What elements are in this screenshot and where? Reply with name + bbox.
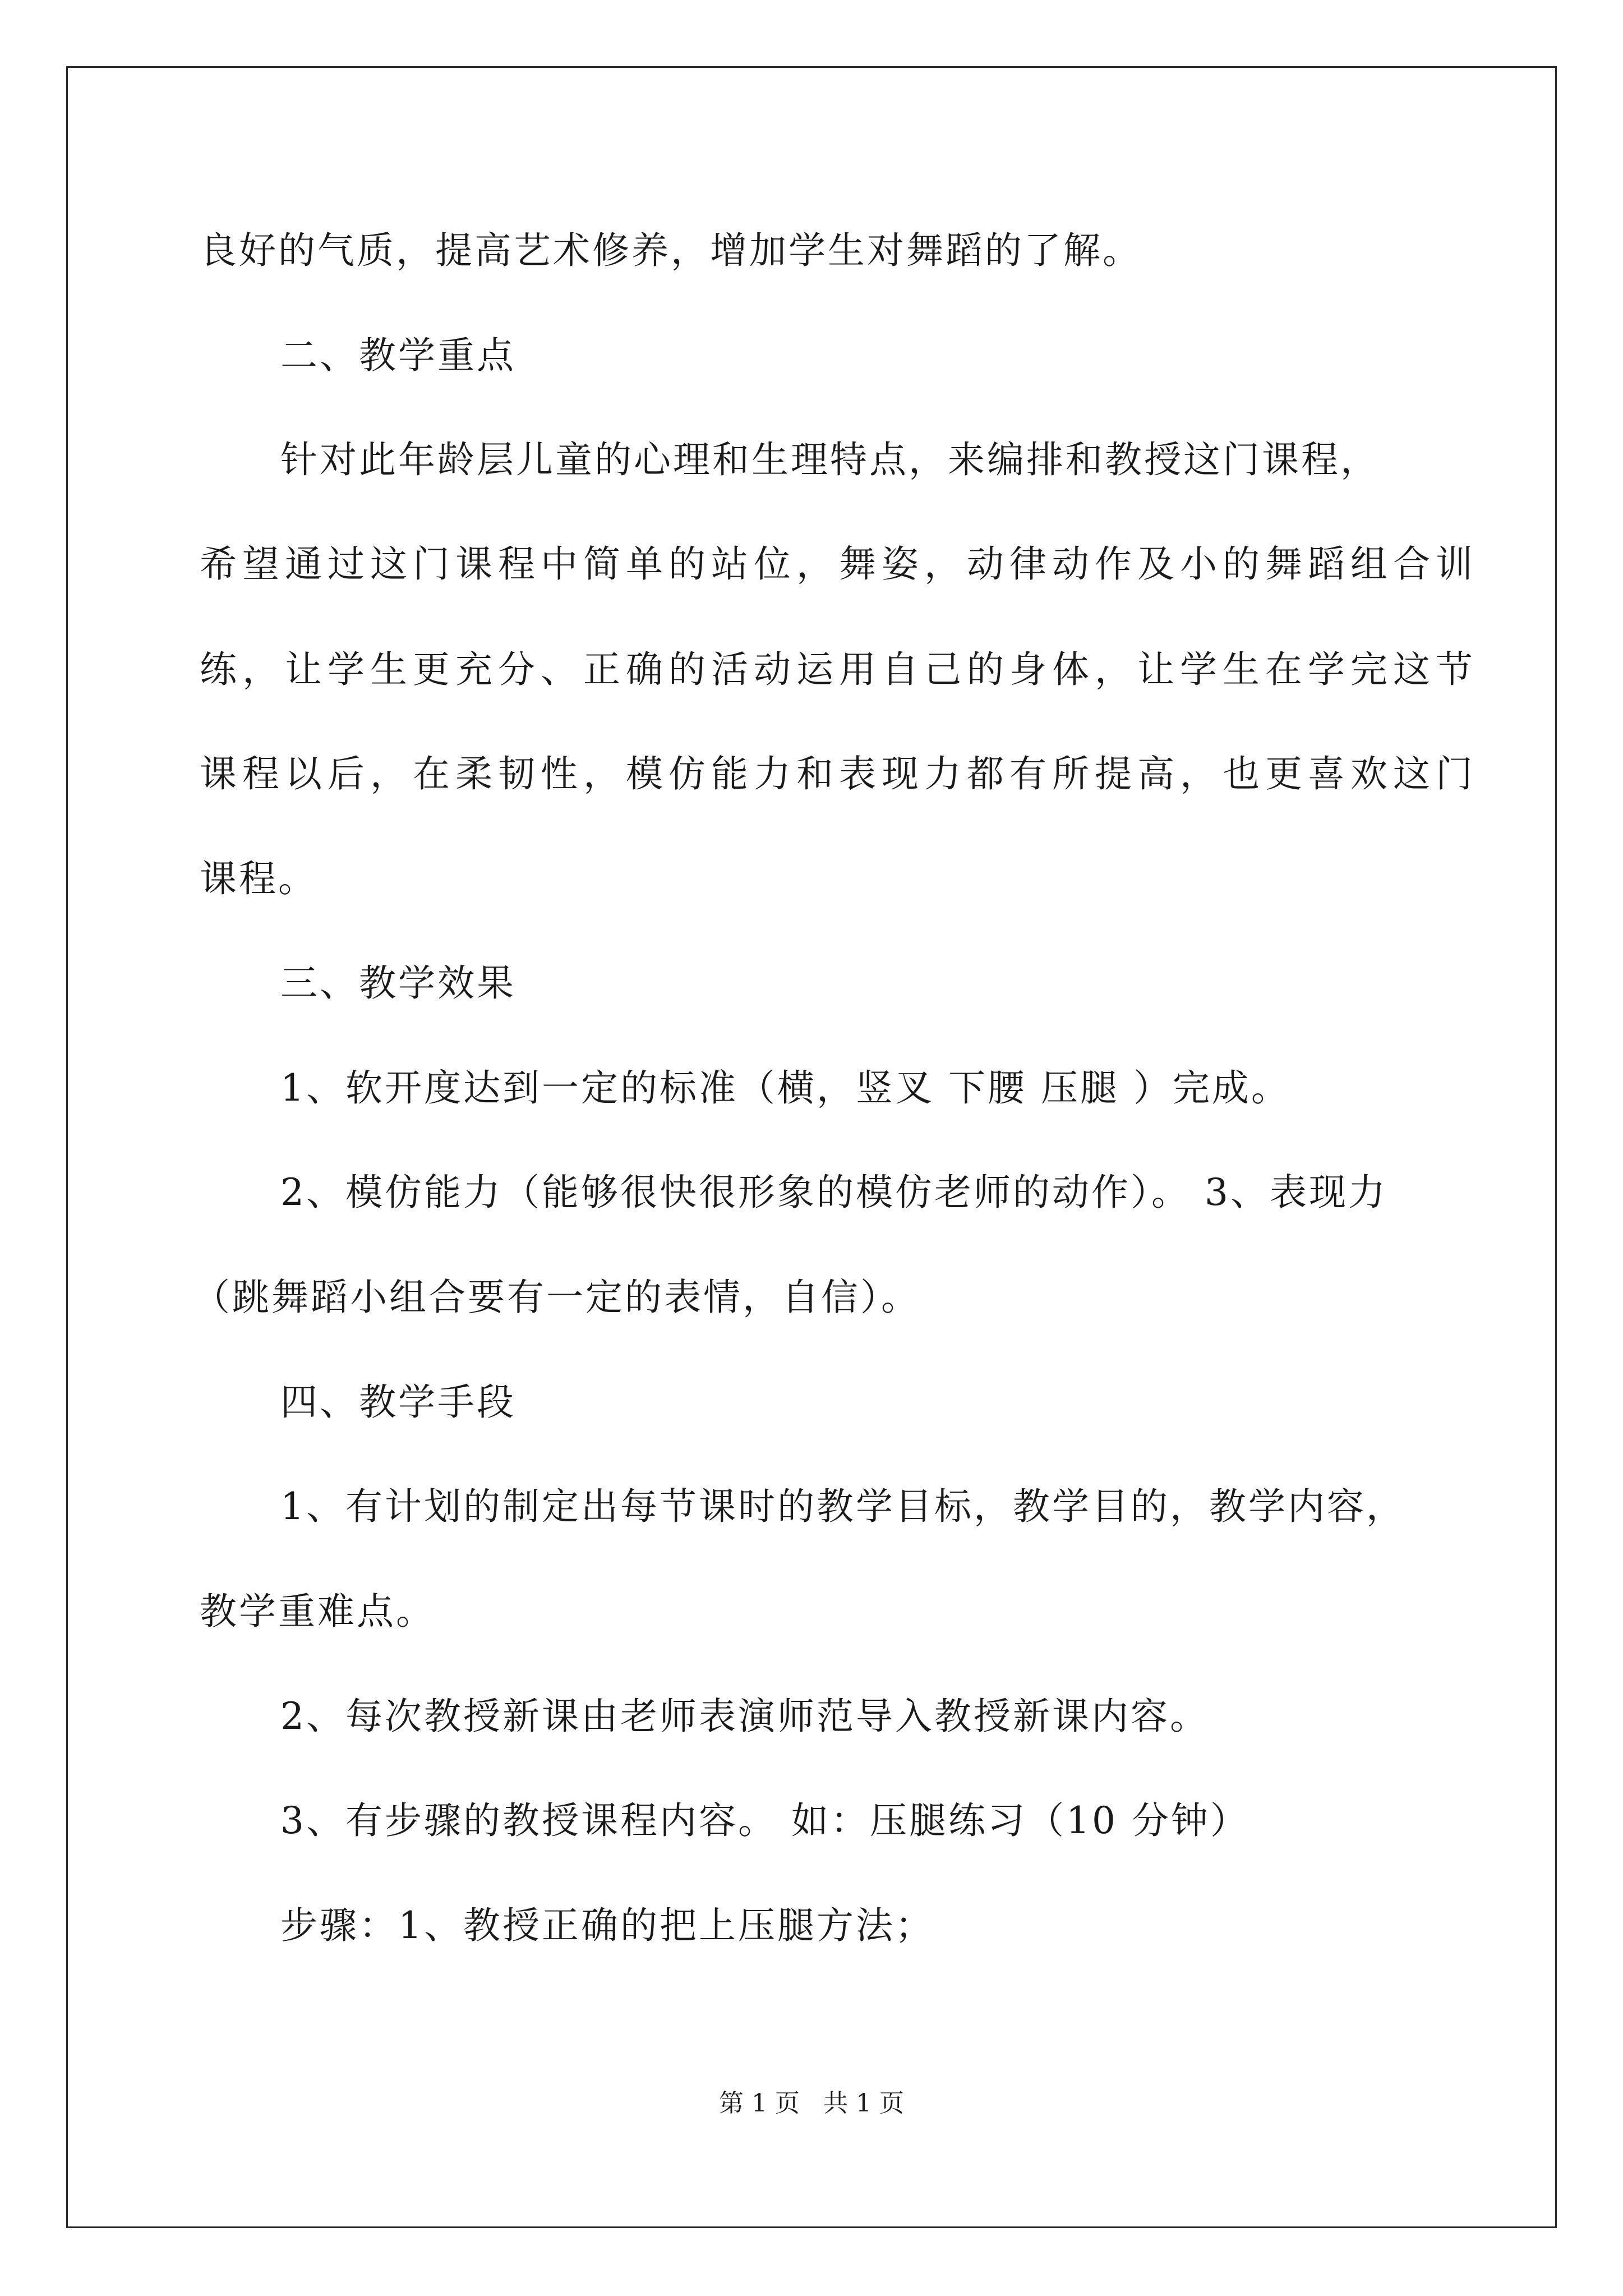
paragraph-line: 2、每次教授新课由老师表演师范导入教授新课内容。 [280, 1695, 1209, 1738]
paragraph-line: 练，让学生更充分、正确的活动运用自己的身体，让学生在学完这节 [200, 648, 1478, 691]
page-number-footer: 第 1 页 共 1 页 [719, 2089, 904, 2118]
paragraph-line: 课程。 [200, 857, 317, 900]
section-heading: 四、教学手段 [280, 1381, 516, 1424]
paragraph-line: 1、软开度达到一定的标准（横，竖叉 下腰 压腿 ）完成。 [280, 1066, 1290, 1110]
paragraph-line: 1、有计划的制定出每节课时的教学目标，教学目的，教学内容， [280, 1485, 1405, 1528]
paragraph-line: 希望通过这门课程中简单的站位，舞姿，动律动作及小的舞蹈组合训 [200, 542, 1478, 586]
paragraph-line: 2、模仿能力（能够很快很形象的模仿老师的动作）。 3、表现力 [280, 1171, 1387, 1214]
paragraph-line: 课程以后，在柔韧性，模仿能力和表现力都有所提高，也更喜欢这门 [200, 752, 1478, 795]
section-heading: 二、教学重点 [280, 334, 516, 377]
paragraph-line: 针对此年龄层儿童的心理和生理特点，来编排和教授这门课程， [280, 438, 1380, 481]
paragraph-line: 3、有步骤的教授课程内容。 如：压腿练习（10 分钟） [280, 1799, 1249, 1842]
section-heading: 三、教学效果 [280, 961, 516, 1005]
paragraph-line: 良好的气质，提高艺术修养，增加学生对舞蹈的了解。 [200, 229, 1142, 272]
paragraph-line: （跳舞蹈小组合要有一定的表情，自信）。 [193, 1276, 920, 1319]
paragraph-line: 教学重难点。 [200, 1590, 435, 1633]
paragraph-line: 步骤：1、教授正确的把上压腿方法； [280, 1904, 934, 1947]
